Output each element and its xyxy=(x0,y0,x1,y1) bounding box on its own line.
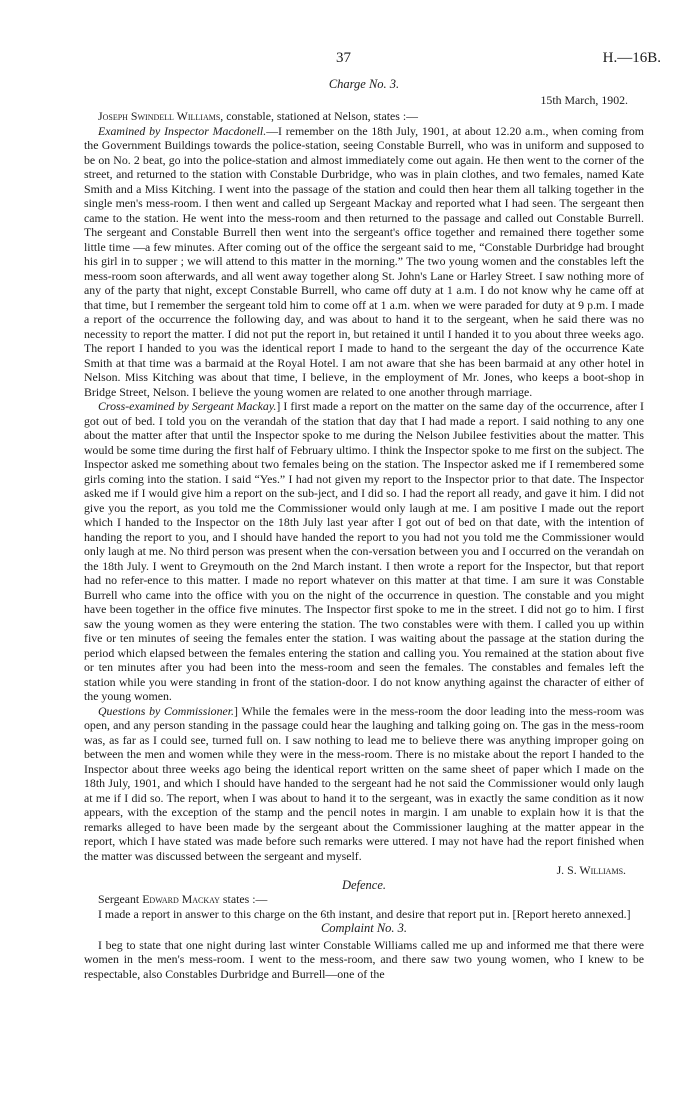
complaint-title: Complaint No. 3. xyxy=(320,921,408,935)
defence-text: I made a report in answer to this charge on the 6th instant, and desire that report put in. [Report hereto annexed.] xyxy=(98,906,631,921)
examination-text: —I remember on the 18th July, 1901, at about 12.20 a.m., when coming from the Government Buildings towards the police-station, seeing Constable Burrell, who was in uniform and supposed to be on No. 2 beat, go into the police-station and almost immediately come out again. He then went to the corner of the street, and returned to the station with Constable Durbridge, who was in plain clothes, and two females, named Kate Smith and a Miss Kitching. I went into the passage of the station and could then hear them all talking together in the single men's mess-room. I then went and called up Sergeant Mackay and reported what I had seen. The sergeant then came to the station. He went into the mess-room and then returned to the passage and called out Constable Burrell. The sergeant and Constable Burrell then went into the sergeant's office together and remained there together some little time —a few minutes. After coming out of the office the sergeant said to me, “Constable Durbridge had brought his girl in to supper ; we will attend to this matter in the morning.” The two young women and the constables left the mess-room soon afterwards, and all went away together along St. John's Lane or Harley Street. I saw nothing more of any of the party that night, except Constable Burrell, who came off duty at 1 a.m. I do not know why he came off at that time, but I remember the sergeant told him to come off at 1 a.m. when we were paraded for duty at 9 p.m. I made a report of the occurrence the following day, and was about to hand it to the sergeant, when he said there was no necessity to report the matter. I did not put the report in, but retained it until I handed it to you about three weeks ago. The report I handed to you was the identical report I made to hand to the sergeant the day of the occurrence Kate Smith at that time was a barmaid at the Royal Hotel. I am not aware that she has been barmaid at any other hotel in Nelson. Miss Kitching was about that time, I believe, in the employment of Mr. Jones, who keeps a boot-shop in Bridge Street, Nelson. I believe the young women are related to one another through marriage. xyxy=(84,123,644,399)
commissioner-questions-label: Questions by Commissioner. xyxy=(98,703,235,718)
document-reference: H.—16B. xyxy=(602,50,661,66)
examination-label: Examined by Inspector Macdonell. xyxy=(98,123,267,138)
witness-intro xyxy=(84,109,644,124)
commissioner-questions-text: ] While the females were in the mess-room the door leading into the mess-room was open, and any person standing in the passage could hear the laughing and talking going on. The gas in the mess-room was, as far as I could see, turned full on. I saw nothing to lead me to believe there was anything improper going on between the men and women while they were in the mess-room. There is no mistake about the report I handed to the Inspector about three weeks ago being the identical report written on the same sheet of paper which I made on the 18th July, 1901, and which I should have handed to the sergeant had he not said the Commissioner would only laugh at me if I did so. The report, when I was about to hand it to the sergeant, was in exactly the same condition as it now appears, with the exception of the stamp and the pencil notes in margin. I am unable to explain how it is that the remarks alleged to have been made by the sergeant about the Commissioner laughing at the matter appear in the report, which I have stated was made before such remarks were uttered. I may not have had the report finished when the matter was discussed between the sergeant and myself. xyxy=(84,703,644,863)
defence-speaker xyxy=(84,892,644,907)
defence-speaker-name: Edward Mackay xyxy=(142,892,220,906)
commissioner-questions-paragraph xyxy=(84,704,644,864)
complaint-text: I beg to state that one night during last winter Constable Williams called me up and informed me that there were women in the men's mess-room. I went to the mess-room, and there saw two young women, who I knew to be respectable, also Constables Durbridge and Burrell—one of the xyxy=(84,937,644,981)
cross-examination-label: Cross-examined by Sergeant Mackay. xyxy=(98,399,277,413)
page-number: 37 xyxy=(336,50,351,66)
document-body xyxy=(84,77,644,981)
defence-title: Defence. xyxy=(341,877,387,892)
witness-name: Joseph Swindell Williams xyxy=(98,109,221,123)
cross-examination-text: ] I first made a report on the matter on the same day of the occurrence, after I got out of bed. I told you on the verandah of the station that day that I had made a report. I said nothing to any one about the matter after that until the Inspector spoke to me during the Nelson Jubilee festivities about the matter. This would be some time during the first half of February ultimo. I think the Inspector spoke to me first on the subject. The Inspector asked me something about two females being on the station. The Inspector asked me if I remembered some girls coming into the station. I said “Yes.” I had not given my report to the Inspector prior to that date. The Inspector asked me if I would give him a report on the sub-ject, and I did so. I had the report all ready, and gave it him. I did not give you the report, as you told me the Commissioner would only laugh at me. I am positive I made out the report which I handed to the Inspector on the 18th July last year after I got out of bed on that date, with the intention of handing the report to you, and I should have handed the report to you had not you told me the Commissioner would only laugh at me. No third person was present when the con-versation between you and I occurred on the verandah on the 18th July. I went to Greymouth on the 2nd March instant. I then wrote a report for the Inspector, but that report had no refer-ence to this matter. I made no report whatever on this matter at that time. I am sure it was Constable Burrell who came into the office with you on the night of the occurrence in question. The constable and you might have been together in the office five minutes. The Inspector first spoke to me in the street. I did not go to him. I first saw the young women as they were entering the station. The two constables were with them. I called you up within five or ten minutes of seeing the females enter the station. I was waiting about the passage at the station during the period which elapsed between the females entering the station and calling you. You remained at the station about five or ten minutes after you had been into the mess-room and seen the females. The constables and females left the station while you were standing in front of the station-door. I do not know anything against the character of either of the young women. xyxy=(84,399,644,703)
charge-date: 15th March, 1902. xyxy=(540,92,628,107)
examination-paragraph xyxy=(84,124,644,400)
witness-signature: J. S. Williams. xyxy=(556,863,626,877)
defence-speaker-prefix: Sergeant xyxy=(98,892,143,906)
witness-desc: , constable, stationed at Nelson, states :— xyxy=(220,109,418,123)
charge-title: Charge No. 3. xyxy=(328,77,400,91)
cross-examination-paragraph xyxy=(84,399,644,704)
defence-speaker-suffix: states :— xyxy=(219,892,268,906)
